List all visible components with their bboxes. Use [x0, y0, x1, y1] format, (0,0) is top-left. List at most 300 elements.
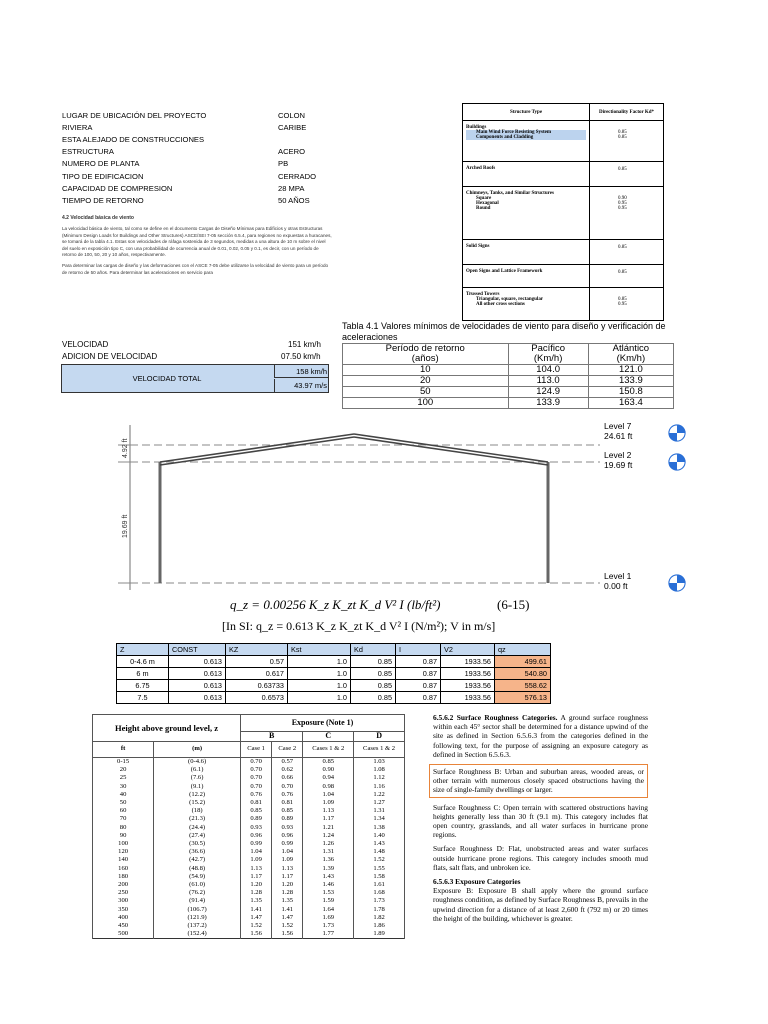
exposure-cell: 400 [93, 914, 154, 922]
exposure-row [93, 815, 405, 823]
table-4-1-grid [342, 343, 674, 409]
dir-factor-value: 0.85 [618, 297, 627, 302]
exposure-cell: 90 [93, 832, 154, 840]
info-row [62, 183, 362, 194]
t41-row [343, 376, 674, 387]
info-row [62, 158, 362, 169]
qz-cell: 1.0 [288, 656, 351, 668]
exposure-cell: 0.81 [241, 799, 272, 807]
exposure-cell: 0.89 [272, 815, 303, 823]
exposure-cell: 1.27 [354, 799, 405, 807]
exposure-row [93, 840, 405, 848]
info-label: ESTRUCTURA [62, 147, 114, 157]
exposure-cell: 180 [93, 873, 154, 881]
info-row [62, 195, 362, 206]
exposure-row [93, 889, 405, 897]
dir-factor-value: 0.85 [618, 245, 627, 250]
t41-header-line: Período de retorno [385, 343, 465, 354]
exposure-cell: 1.17 [272, 873, 303, 881]
exposure-cell: 0.70 [241, 783, 272, 791]
qz-header: qz [495, 644, 551, 656]
roughness-paragraph: Exposure B: Exposure B shall apply where the ground surface roughness condition, as defined by Surface Roughness B, prevails in the upwind direction for a distance of at least 2,600 ft (792 m) or 20 times the height of the building, whichever is greater. [433, 886, 648, 923]
info-value: PB [278, 159, 289, 169]
exposure-cell: 0.70 [272, 783, 303, 791]
exposure-subheader: Case 2 [272, 742, 303, 758]
dir-row [463, 187, 664, 240]
exposure-cell: 1.68 [354, 889, 405, 897]
exposure-cell: 1.52 [241, 922, 272, 930]
dir-factor-cell [590, 265, 664, 288]
exposure-cell: 0.93 [272, 824, 303, 832]
dim-top-label: 4.92 ft [122, 438, 129, 458]
exposure-col-c: C [303, 732, 354, 742]
exposure-cell: 1.58 [354, 873, 405, 881]
qz-cell: 0.87 [396, 680, 441, 692]
exposure-cell: 0.70 [241, 774, 272, 782]
exposure-cell: 350 [93, 906, 154, 914]
info-value: ACERO [278, 147, 306, 157]
exposure-cell: 1.36 [303, 856, 354, 864]
exposure-cell: 1.28 [241, 889, 272, 897]
qz-header: I [396, 644, 441, 656]
exposure-row [93, 832, 405, 840]
qz-row [117, 680, 551, 692]
exposure-cell: 1.55 [354, 865, 405, 873]
t41-cell: 133.9 [508, 398, 588, 409]
exposure-cell: 1.13 [272, 865, 303, 873]
exposure-cell: 1.28 [272, 889, 303, 897]
exposure-cell: 1.35 [241, 897, 272, 905]
exposure-row [93, 799, 405, 807]
exposure-cell: 1.46 [303, 881, 354, 889]
exposure-cell: 1.56 [272, 930, 303, 939]
roughness-paragraph: 6.5.6.2 Surface Roughness Categories. A ground surface roughness within each 45° sector shall be determined for a distance upwind of the site as defined in Section 6.5.6.3 from the categories defined in the following text, for the purpose of assigning an exposure category as defined in Section 6.5.6.3. [433, 713, 648, 759]
exposure-row [93, 774, 405, 782]
qz-cell: 0.87 [396, 692, 441, 704]
exposure-cell: 0.70 [241, 758, 272, 767]
exposure-cell: 1.39 [303, 865, 354, 873]
qz-cell: 0.57 [226, 656, 288, 668]
info-value: 50 AÑOS [278, 195, 310, 205]
dir-factor-cell [590, 121, 664, 162]
level-2-label: Level 2 19.69 ft [604, 450, 633, 470]
velocidad-total-ms: 43.97 m/s [274, 379, 328, 392]
exposure-cell: 1.53 [303, 889, 354, 897]
dir-factor-value: 0.85 [618, 270, 627, 275]
table-4-1-caption: Tabla 4.1 Valores mínimos de velocidades de viento para diseño y verificación de aceleraciones [342, 321, 666, 342]
exposure-cell: 0.85 [272, 807, 303, 815]
t41-row [343, 365, 674, 376]
exposure-cell: 0.99 [272, 840, 303, 848]
t41-cell: 20 [343, 376, 509, 387]
exposure-cell: 0.96 [272, 832, 303, 840]
exposure-cell: 1.04 [303, 791, 354, 799]
exposure-cell: 0.98 [303, 783, 354, 791]
velocidad-value: 151 km/h [288, 340, 321, 349]
table-4-1 [342, 321, 674, 409]
dir-structure-title: Open Signs and Lattice Framework [466, 269, 543, 274]
qz-cell: 6 m [117, 668, 169, 680]
exposure-cell: 1.13 [241, 865, 272, 873]
qz-table-container [116, 643, 551, 704]
exposure-cell: 1.34 [354, 815, 405, 823]
qz-cell: 1933.56 [441, 668, 495, 680]
exposure-row [93, 791, 405, 799]
exposure-cell: 250 [93, 889, 154, 897]
exposure-cell: 1.56 [241, 930, 272, 939]
t41-cell: 113.0 [508, 376, 588, 387]
exposure-cell: (36.6) [154, 848, 241, 856]
velocidad-total-kmh: 158 km/h [274, 365, 328, 378]
spacer [618, 188, 660, 196]
qz-cell: 0.85 [351, 692, 396, 704]
info-label: NUMERO DE PLANTA [62, 159, 140, 169]
exposure-cell: 1.38 [354, 824, 405, 832]
exposure-cell: 1.09 [241, 856, 272, 864]
t41-cell: 124.9 [508, 387, 588, 398]
level-marker-icon[interactable] [668, 453, 686, 471]
qz-row [117, 668, 551, 680]
exposure-cell: 100 [93, 840, 154, 848]
roughness-b-highlighted: Surface Roughness B: Urban and suburban areas, wooded areas, or other terrain with numerous closely spaced obstructions having the size of single-family dwellings or larger. [429, 764, 648, 798]
dir-factor-cell [590, 240, 664, 265]
exposure-cell: 25 [93, 774, 154, 782]
adicion-label: ADICION DE VELOCIDAD [62, 352, 158, 361]
exposure-row [93, 922, 405, 930]
dir-factor-value: 0.95 [618, 206, 627, 211]
t41-cell: 133.9 [588, 376, 673, 387]
dir-factor-cell [590, 288, 664, 321]
dir-factor-cell [590, 187, 664, 240]
level-1-label: Level 1 0.00 ft [604, 571, 632, 591]
spacer [618, 122, 660, 130]
exposure-cell: 1.73 [303, 922, 354, 930]
dir-structure-cell [463, 240, 590, 265]
dir-structure-cell [463, 265, 590, 288]
qz-cell: 7.5 [117, 692, 169, 704]
qz-header: CONST [169, 644, 226, 656]
exposure-cell: 1.73 [354, 897, 405, 905]
t41-header-line: (Km/h) [533, 353, 563, 364]
exposure-cell: 0.93 [241, 824, 272, 832]
info-label: ESTA ALEJADO DE CONSTRUCCIONES [62, 135, 205, 145]
exposure-cell: 0.94 [303, 774, 354, 782]
dir-factor-value: 0.85 [618, 130, 627, 135]
qz-cell: 0.85 [351, 680, 396, 692]
exposure-cell: (7.6) [154, 774, 241, 782]
qz-cell: 558.62 [495, 680, 551, 692]
excerpt-paragraph: La velocidad básica de viento, tal como se define en el documento Cargas de Diseño Mínimas para Edificios y otras Estructuras (Minimum Design Loads for Buildings and Other Structures) ASCE/SEI 7-05 sección 6.5.4, para regiones no expuestas a huracanes, se tomará de la tabla 4.1. Estas son velocidades de ráfaga sostenida de 3 segundos, medidas a una altura de 10 m sobre el nivel del suelo en exposición tipo C, con una probabilidad de ocurrencia anual de 0.01, 0.02, 0.05 y 0.1, es decir, con un período de retorno de 100, 50, 20 y 10 años, respectivamente. [62, 226, 332, 258]
info-label: TIPO DE EDIFICACION [62, 171, 144, 181]
spacer [618, 289, 660, 297]
dir-factor-value: 0.85 [618, 135, 627, 140]
exposure-cell: (106.7) [154, 906, 241, 914]
t41-cell: 121.0 [588, 365, 673, 376]
qz-row [117, 656, 551, 668]
qz-cell: 0-4.6 m [117, 656, 169, 668]
dir-structure-title: Chimneys, Tanks, and Similar Structures [466, 191, 554, 196]
velocidad-total-box [61, 364, 329, 393]
exposure-cell: 1.59 [303, 897, 354, 905]
exposure-categories-title: 6.5.6.3 Exposure Categories [433, 877, 521, 887]
velocidad-label: VELOCIDAD [62, 340, 109, 349]
qz-cell: 0.613 [169, 692, 226, 704]
dir-structure-title: Buildings [466, 125, 487, 130]
exposure-row [93, 856, 405, 864]
qz-cell: 1.0 [288, 680, 351, 692]
t41-row [343, 387, 674, 398]
dir-header: Directionality Factor Kd* [590, 104, 664, 121]
dim-main-label: 19.69 ft [122, 514, 129, 538]
dir-factor-value: 0.95 [618, 302, 627, 307]
exposure-subheader: (m) [154, 742, 241, 758]
dir-structure-cell [463, 288, 590, 321]
info-label: CAPACIDAD DE COMPRESION [62, 183, 173, 193]
exposure-row [93, 807, 405, 815]
qz-cell: 0.617 [226, 668, 288, 680]
dir-row [463, 288, 664, 321]
exposure-cell: (24.4) [154, 824, 241, 832]
roughness-paragraph: Surface Roughness C: Open terrain with scattered obstructions having heights generally less than 30 ft (9.1 m). This category includes flat open country, grasslands, and all water surfaces in hurricane prone regions. [433, 802, 648, 840]
exposure-col-b: B [241, 732, 303, 742]
exposure-cell: 1.61 [354, 881, 405, 889]
qz-cell: 0.63733 [226, 680, 288, 692]
dir-structure-item: All other cross sections [476, 302, 525, 307]
exposure-cell: 0.99 [241, 840, 272, 848]
level-marker-icon[interactable] [668, 574, 686, 592]
t41-header-line: Atlántico [612, 343, 650, 354]
exposure-cell: (0-4.6) [154, 758, 241, 767]
exposure-cell: (42.7) [154, 856, 241, 864]
exposure-cell: (30.5) [154, 840, 241, 848]
exposure-cell: 1.09 [303, 799, 354, 807]
info-row [62, 171, 362, 182]
qz-cell: 1.0 [288, 692, 351, 704]
dir-structure-item: Triangular, square, rectangular [476, 297, 544, 302]
info-label: TIEMPO DE RETORNO [62, 195, 144, 205]
qz-cell: 1933.56 [441, 692, 495, 704]
exposure-row [93, 873, 405, 881]
exposure-row [93, 824, 405, 832]
height-header: Height above ground level, z [93, 715, 241, 742]
info-row [62, 146, 362, 157]
exposure-cell: 1.13 [303, 807, 354, 815]
exposure-cell: (48.8) [154, 865, 241, 873]
t41-cell: 163.4 [588, 398, 673, 409]
exposure-row [93, 766, 405, 774]
exposure-cell: 0.85 [241, 807, 272, 815]
exposure-cell: 300 [93, 897, 154, 905]
exposure-row [93, 848, 405, 856]
info-label: RIVIERA [62, 123, 93, 133]
qz-cell: 0.613 [169, 656, 226, 668]
exposure-cell: 1.77 [303, 930, 354, 939]
exposure-cell: 0.85 [303, 758, 354, 767]
exposure-cell: 1.43 [303, 873, 354, 881]
exposure-cell: (61.0) [154, 881, 241, 889]
dir-factor-value: 0.90 [618, 196, 627, 201]
exposure-cell: 0.76 [272, 791, 303, 799]
exposure-cell: 0.90 [303, 766, 354, 774]
exposure-cell: 1.04 [241, 848, 272, 856]
exposure-cell: 1.82 [354, 914, 405, 922]
t41-header [588, 344, 673, 365]
directionality-table-container [462, 103, 664, 321]
exposure-cell: 80 [93, 824, 154, 832]
excerpt-heading: 4.2 Velocidad básica de viento [62, 215, 134, 221]
exposure-cell: 50 [93, 799, 154, 807]
qz-header: Kd [351, 644, 396, 656]
dir-structure-title: Trussed Towers [466, 292, 500, 297]
exposure-cell: 1.40 [354, 832, 405, 840]
exposure-cell: 160 [93, 865, 154, 873]
qz-row [117, 692, 551, 704]
exposure-cell: 1.52 [354, 856, 405, 864]
exposure-subheader: Cases 1 & 2 [303, 742, 354, 758]
exposure-cell: 1.21 [303, 824, 354, 832]
exposure-table [92, 714, 405, 939]
qz-cell: 1933.56 [441, 680, 495, 692]
dir-structure-item: Main Wind Force Resisting System [466, 130, 586, 135]
t41-header-line: Pacífico [531, 343, 566, 354]
exposure-cell: (91.4) [154, 897, 241, 905]
exposure-cell: (137.2) [154, 922, 241, 930]
exposure-cell: 1.69 [303, 914, 354, 922]
equation-number: (6-15) [497, 597, 530, 612]
exposure-row [93, 758, 405, 767]
exposure-cell: 1.03 [354, 758, 405, 767]
dir-structure-item: Components and Cladding [466, 135, 586, 140]
exposure-cell: 1.08 [354, 766, 405, 774]
exposure-cell: 0.76 [241, 791, 272, 799]
excerpt-paragraph: Para determinar las cargas de diseño y las deformaciones con el ASCE 7-05 debe utilizarse la velocidad de viento para un período de retorno de 50 años. Para determinar las aceleraciones en servicio para [62, 263, 329, 275]
exposure-cell: 0.96 [241, 832, 272, 840]
exposure-cell: 1.64 [303, 906, 354, 914]
exposure-cell: 140 [93, 856, 154, 864]
t41-row [343, 398, 674, 409]
exposure-cell: 0.89 [241, 815, 272, 823]
dir-header: Structure Type [463, 104, 590, 121]
dir-factor-value: 0.85 [618, 167, 627, 172]
exposure-cell: 30 [93, 783, 154, 791]
t41-cell: 50 [343, 387, 509, 398]
info-value: 28 MPA [278, 183, 305, 193]
exposure-cell: (18) [154, 807, 241, 815]
qz-cell: 0.87 [396, 668, 441, 680]
exposure-cell: 450 [93, 922, 154, 930]
qz-cell: 0.87 [396, 656, 441, 668]
level-marker-icon[interactable] [668, 424, 686, 442]
dir-row [463, 265, 664, 288]
dir-structure-item: Hexagonal [476, 201, 499, 206]
exposure-header: Exposure (Note 1) [241, 715, 405, 732]
exposure-cell: 1.16 [354, 783, 405, 791]
level-7-label: Level 7 24.61 ft [604, 421, 633, 441]
exposure-cell: 1.20 [241, 881, 272, 889]
t41-cell: 10 [343, 365, 509, 376]
exposure-cell: 0.57 [272, 758, 303, 767]
exposure-row [93, 783, 405, 791]
exposure-cell: 0.66 [272, 774, 303, 782]
dir-row [463, 121, 664, 162]
exposure-cell: (15.2) [154, 799, 241, 807]
dir-structure-cell [463, 121, 590, 162]
qz-cell: 1.0 [288, 668, 351, 680]
exposure-cell: 120 [93, 848, 154, 856]
exposure-cell: 20 [93, 766, 154, 774]
adicion-value: 07.50 km/h [281, 352, 321, 361]
exposure-cell: 1.41 [241, 906, 272, 914]
exposure-cell: 1.04 [272, 848, 303, 856]
qz-cell: 6.75 [117, 680, 169, 692]
exposure-row [93, 914, 405, 922]
qz-header: KZ [226, 644, 288, 656]
exposure-cell: 0-15 [93, 758, 154, 767]
t41-cell: 104.0 [508, 365, 588, 376]
exposure-row [93, 897, 405, 905]
t41-header-line: (Km/h) [616, 353, 646, 364]
roughness-text [433, 713, 648, 928]
qz-cell: 499.61 [495, 656, 551, 668]
exposure-cell: 0.70 [241, 766, 272, 774]
qz-table [116, 643, 551, 704]
exposure-cell: 40 [93, 791, 154, 799]
exposure-cell: 1.31 [303, 848, 354, 856]
info-row [62, 134, 362, 145]
t41-cell: 150.8 [588, 387, 673, 398]
exposure-row [93, 865, 405, 873]
exposure-cell: 1.89 [354, 930, 405, 939]
velocidad-total-label: VELOCIDAD TOTAL [132, 374, 202, 383]
dir-structure-item: Round [476, 206, 491, 211]
exposure-cell: (152.4) [154, 930, 241, 939]
exposure-cell: (6.1) [154, 766, 241, 774]
exposure-cell: 1.43 [354, 840, 405, 848]
exposure-cell: (12.2) [154, 791, 241, 799]
exposure-cell: 1.09 [272, 856, 303, 864]
qz-cell: 0.85 [351, 656, 396, 668]
exposure-row [93, 881, 405, 889]
exposure-row [93, 906, 405, 914]
exposure-cell: 500 [93, 930, 154, 939]
qz-cell: 0.85 [351, 668, 396, 680]
equation-line-1: q_z = 0.00256 K_z K_zt K_d V² I (lb/ft²) [230, 597, 441, 612]
exposure-cell: 200 [93, 881, 154, 889]
dir-factor-value: 0.95 [618, 201, 627, 206]
dir-row [463, 162, 664, 187]
qz-cell: 0.613 [169, 680, 226, 692]
exposure-subheader: Case 1 [241, 742, 272, 758]
exposure-cell: 1.22 [354, 791, 405, 799]
exposure-subheader: ft [93, 742, 154, 758]
exposure-cell: 1.31 [354, 807, 405, 815]
info-value: CERRADO [278, 171, 316, 181]
equation-line-2: [In SI: q_z = 0.613 K_z K_zt K_d V² I (N/m²); V in m/s] [222, 619, 496, 633]
exposure-cell: 1.24 [303, 832, 354, 840]
exposure-subheader: Cases 1 & 2 [354, 742, 405, 758]
dir-structure-item: Square [476, 196, 492, 201]
t41-header-line: (años) [411, 353, 439, 364]
exposure-cell: (121.9) [154, 914, 241, 922]
info-value: COLON [278, 111, 306, 120]
exposure-cell: (54.9) [154, 873, 241, 881]
exposure-row [93, 930, 405, 939]
exposure-cell: 70 [93, 815, 154, 823]
t41-cell: 100 [343, 398, 509, 409]
exposure-cell: 1.35 [272, 897, 303, 905]
exposure-cell: 0.62 [272, 766, 303, 774]
exposure-cell: 1.17 [303, 815, 354, 823]
